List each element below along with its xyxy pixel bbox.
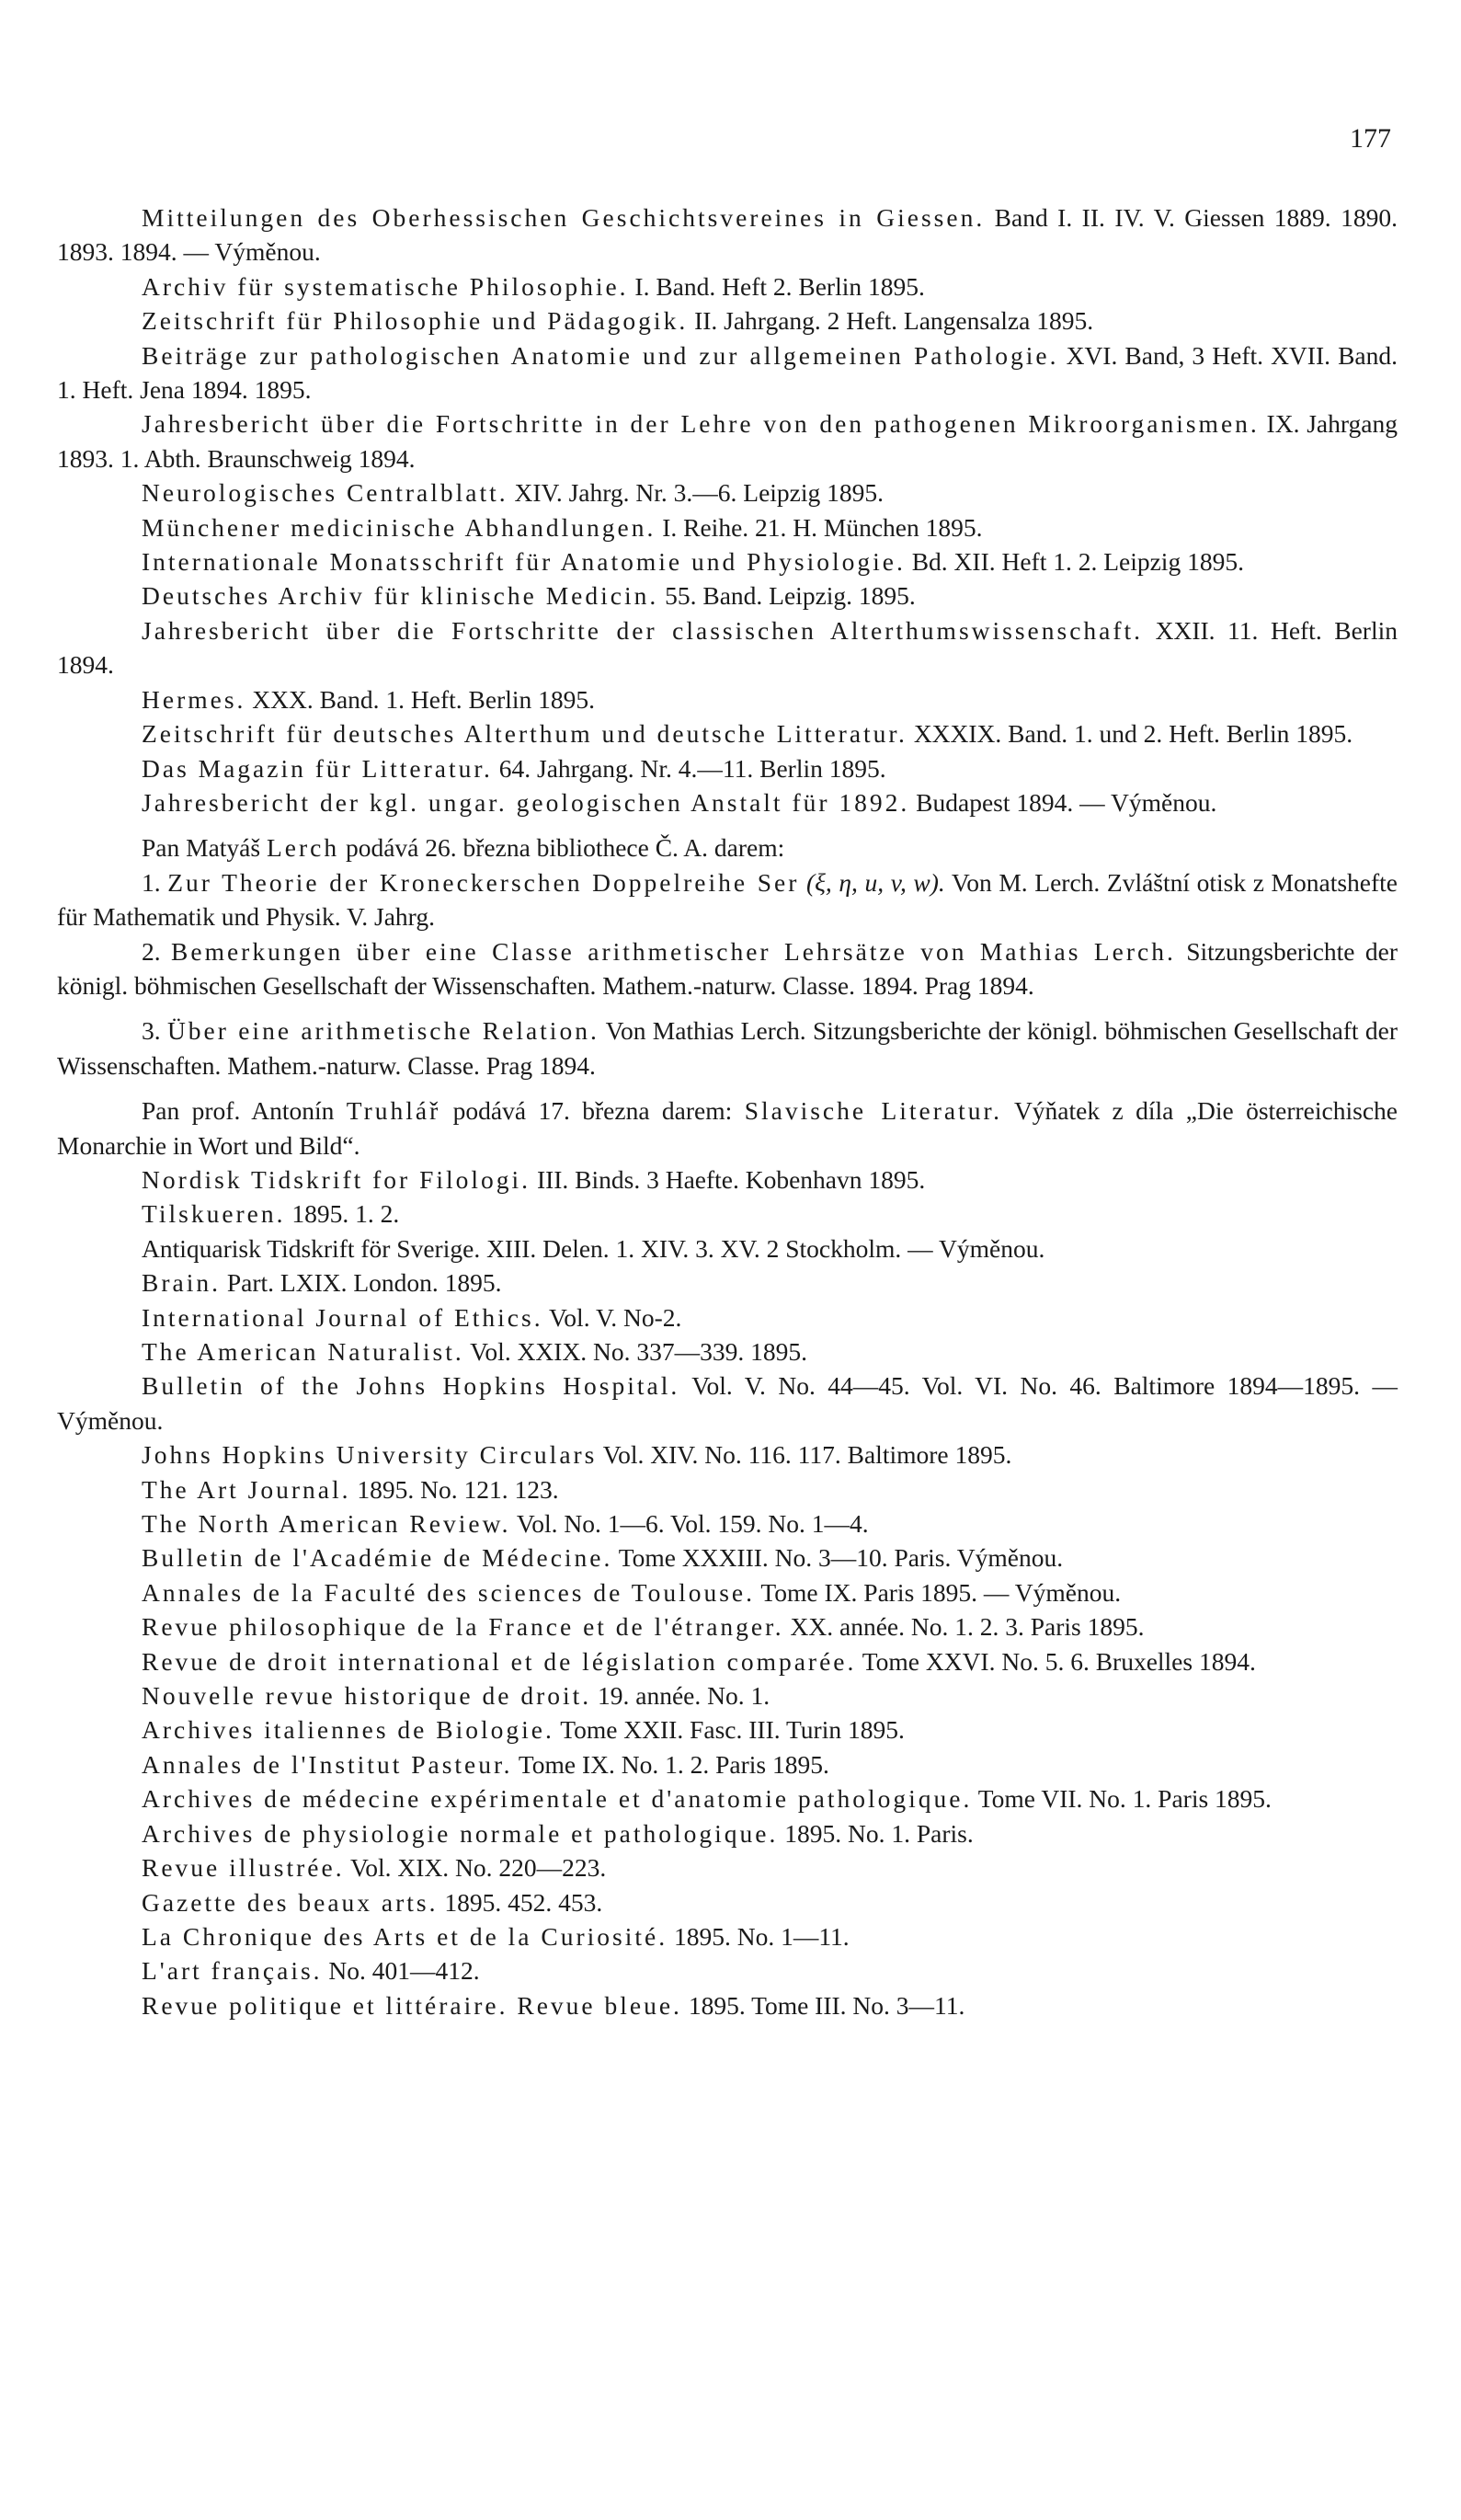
entry [57,1988,1398,2022]
entry-details: Vol. V. No-2. [542,1302,682,1332]
entry-details: Tome XXXIII. No. 3—10. Paris. Výměnou. [612,1543,1064,1573]
entry [57,682,1398,716]
entry-details: Vol. No. 1—6. Vol. 159. No. 1—4. [510,1509,869,1539]
entry-title: Archives italiennes de Biologie. [142,1715,554,1745]
entry-title: Deutsches Archiv für klinische Medicin. [142,581,659,611]
entry [57,1231,1398,1266]
entry-details: III. Binds. 3 Haefte. Kobenhavn 1895. [531,1164,926,1194]
entry [57,716,1398,750]
entry [57,269,1398,304]
entry-details: I. Reihe. 21. H. München 1895. [656,512,983,542]
entry [57,1747,1398,1781]
entry-details: XX. année. No. 1. 2. 3. Paris 1895. [783,1612,1145,1642]
entry-details: XVI. Band, 3 Heft. XVII. Band. 1. Heft. Jena 1894. 1895. [57,340,1398,405]
entry-details: II. Jahrgang. 2 Heft. Langensalza 1895. [688,306,1094,336]
entry-title: Nordisk Tidskrift for Filologi. [142,1164,531,1194]
donation-text: podává 17. března darem: [440,1096,745,1126]
entry [57,338,1398,407]
entry-details: Band I. II. IV. V. Giessen 1889. 1890. 1893. 1894. — Výměnou. [57,203,1398,267]
entry-details: I. Band. Heft 2. Berlin 1895. [628,271,925,301]
entry [57,407,1398,475]
item-details: Von Mathias Lerch. Sitzungsberichte der königl. böhmischen Gesellschaft der Wissenschaften. Mathem.-naturw. Classe. Prag 1894. [57,1016,1398,1080]
entry-title: The North American Review. [142,1509,511,1539]
entry [57,1953,1398,1987]
entry-title: Jahresbericht über die Fortschritte in der Lehre von den pathogenen Mikroorganismen. [142,409,1260,439]
donor-name: Truhlář [346,1096,441,1126]
entry-title: Das Magazin für Litteratur. [142,753,493,783]
entry [57,578,1398,613]
entry-title: Zeitschrift für Philosophie und Pädagogik. [142,306,689,336]
entry-title: Bulletin de l'Académie de Médecine. [142,1543,613,1573]
entry [57,613,1398,682]
entry-title: Revue de droit international et de législation comparée. [142,1646,857,1676]
entry-details: Budapest 1894. — Výměnou. [909,787,1217,817]
entry [57,1850,1398,1884]
entry [57,1334,1398,1369]
entry-details: Vol. XIX. No. 220—223. [344,1853,607,1883]
entry-title: Archives de physiologie normale et pathologique. [142,1818,779,1848]
entry-title: Nouvelle revue historique de droit. [142,1681,592,1711]
entry [57,1712,1398,1747]
entry-details: Vol. XXIX. No. 337—339. 1895. [463,1337,808,1366]
entry-details: Part. LXIX. London. 1895. [220,1268,502,1298]
entry-details: XXX. Band. 1. Heft. Berlin 1895. [245,684,596,714]
entry [57,1472,1398,1506]
entry-details: Tome XXVI. No. 5. 6. Bruxelles 1894. [856,1646,1256,1676]
entry-title: Mitteilungen des Oberhessischen Geschichtsvereines in Giessen. [142,203,986,232]
entry [57,1919,1398,1953]
entry [57,1781,1398,1816]
item-title: Bemerkungen über eine Classe arithmetischer Lehrsätze von Mathias Lerch. [171,936,1176,966]
entry-title: Internationale Monatsschrift für Anatomie und Physiologie. [142,547,906,577]
entry-title: L'art français. [142,1956,323,1986]
entry-title: Revue politique et littéraire. Revue bleue. [142,1990,682,2020]
entry-title: Münchener medicinische Abhandlungen. [142,512,656,542]
entry [57,200,1398,269]
entry-title: The American Naturalist. [142,1337,464,1366]
entry-title: Annales de l'Institut Pasteur. [142,1749,513,1779]
donation-text: podává 26. března bibliothece Č. A. darem: [339,833,785,863]
donation-lerch-intro [57,830,1398,865]
entry-title: Archives de médecine expérimentale et d'anatomie pathologique. [142,1784,973,1814]
entry [57,1816,1398,1850]
entry-details: Vol. V. No. 44—45. Vol. VI. No. 46. Baltimore 1894—1895. — Výměnou. [57,1371,1398,1435]
entry-title: Jahresbericht über die Fortschritte der classischen Alterthumswissenschaft. [142,615,1144,645]
text-block [57,200,1398,2022]
donation-text: Pan prof. Antonín [142,1096,347,1126]
entry-details: IX. Jahrgang 1893. 1. Abth. Braunschweig 1894. [57,409,1398,473]
entry-details: Vol. XIV. No. 116. 117. Baltimore 1895. [597,1440,1012,1470]
entry-details: Tome VII. No. 1. Paris 1895. [972,1784,1272,1814]
entry-title: Brain. [142,1268,221,1298]
entry-details: XXXIX. Band. 1. und 2. Heft. Berlin 1895. [907,719,1353,749]
entry [57,1506,1398,1541]
entry-title: Bulletin of the Johns Hopkins Hospital. [142,1371,680,1401]
entry [57,1197,1398,1231]
entry-details: Bd. XII. Heft 1. 2. Leipzig 1895. [905,547,1244,577]
page-number: 177 [1350,123,1391,154]
entry-title: Tilskueren. [142,1199,286,1229]
lerch-item-1 [57,865,1398,934]
entry-details: 1895. 1. 2. [285,1199,400,1229]
item-formula: (ξ, η, u, v, w). [799,867,945,897]
entry-details: XIV. Jahrg. Nr. 3.—6. Leipzig 1895. [508,478,885,508]
entry [57,1541,1398,1575]
entry [57,1575,1398,1609]
item-number: 2. [142,936,172,966]
entry [57,544,1398,578]
entry-details: Antiquarisk Tidskrift för Sverige. XIII. Delen. 1. XIV. 3. XV. 2 Stockholm. — Výměnou. [142,1233,1045,1263]
entry-details: No. 401—412. [322,1956,480,1986]
entry [57,304,1398,338]
lerch-item-2 [57,934,1398,1003]
entry [57,1885,1398,1919]
item-details: Von M. Lerch. Zvláštní otisk z Monatshefte für Mathematik und Physik. V. Jahrg. [57,867,1398,932]
entry-title: Beiträge zur pathologischen Anatomie und zur allgemeinen Pathologie. [142,340,1059,370]
item-title: Zur Theorie der Kroneckerschen Doppelreihe Ser [167,867,800,897]
donation-title: Slavische Literatur. [744,1096,1003,1126]
entry [57,1678,1398,1712]
entry-title: Jahresbericht der kgl. ungar. geologischen Anstalt für 1892. [142,787,910,817]
entry-title: Gazette des beaux arts. [142,1887,439,1917]
entry-title: Annales de la Faculté des sciences de Toulouse. [142,1577,756,1607]
entry [57,1644,1398,1678]
entry-title: Zeitschrift für deutsches Alterthum und deutsche Litteratur. [142,719,907,749]
entry-details: 55. Band. Leipzig. 1895. [658,581,916,611]
entry [57,1609,1398,1644]
entry-details: 1895. No. 121. 123. [350,1474,559,1504]
entry-title: Johns Hopkins University Circulars [142,1440,598,1470]
donation-text: Výňatek z díla „Die österreichische Monarchie in Wort und Bild“. [57,1096,1398,1160]
entry-details: 1895. No. 1. Paris. [778,1818,974,1848]
entry-details: Tome XXII. Fasc. III. Turin 1895. [554,1715,905,1745]
entry [57,751,1398,785]
item-number: 1. [142,867,168,897]
entry-title: The Art Journal. [142,1474,351,1504]
entry [57,1163,1398,1197]
entry-title: La Chronique des Arts et de la Curiosité. [142,1921,668,1951]
entry-details: 1895. Tome III. No. 3—11. [681,1990,965,2020]
entry-details: 64. Jahrgang. Nr. 4.—11. Berlin 1895. [492,753,886,783]
entry-title: Revue philosophique de la France et de l'étranger. [142,1612,784,1642]
donation-text: Pan Matyáš [142,833,267,863]
item-details: Sitzungsberichte der königl. böhmischen Gesellschaft der Wissenschaften. Mathem.-naturw. Classe. 1894. Prag 1894. [57,936,1398,1000]
entry-title: Neurologisches Centralblatt. [142,478,508,508]
entry [57,1300,1398,1334]
entry-details: 19. année. No. 1. [591,1681,770,1711]
entry-title: International Journal of Ethics. [142,1302,543,1332]
lerch-item-3 [57,1014,1398,1082]
entry-title: Archiv für systematische Philosophie. [142,271,629,301]
entry-title: Revue illustrée. [142,1853,345,1883]
item-number: 3. [142,1016,167,1046]
entry [57,1438,1398,1472]
entry-details: 1895. No. 1—11. [668,1921,850,1951]
entry-details: XXII. 11. Heft. Berlin 1894. [57,615,1398,680]
entry [57,1369,1398,1438]
entry [57,475,1398,510]
entry [57,785,1398,819]
entry-details: 1895. 452. 453. [438,1887,603,1917]
item-title: Über eine arithmetische Relation. [166,1016,599,1046]
entry [57,1266,1398,1300]
donor-name: Lerch [266,833,340,863]
entry [57,510,1398,544]
donation-truhlar-intro [57,1094,1398,1163]
entry-details: Tome IX. Paris 1895. — Výměnou. [755,1577,1122,1607]
entry-details: Tome IX. No. 1. 2. Paris 1895. [512,1749,829,1779]
entry-title: Hermes. [142,684,246,714]
